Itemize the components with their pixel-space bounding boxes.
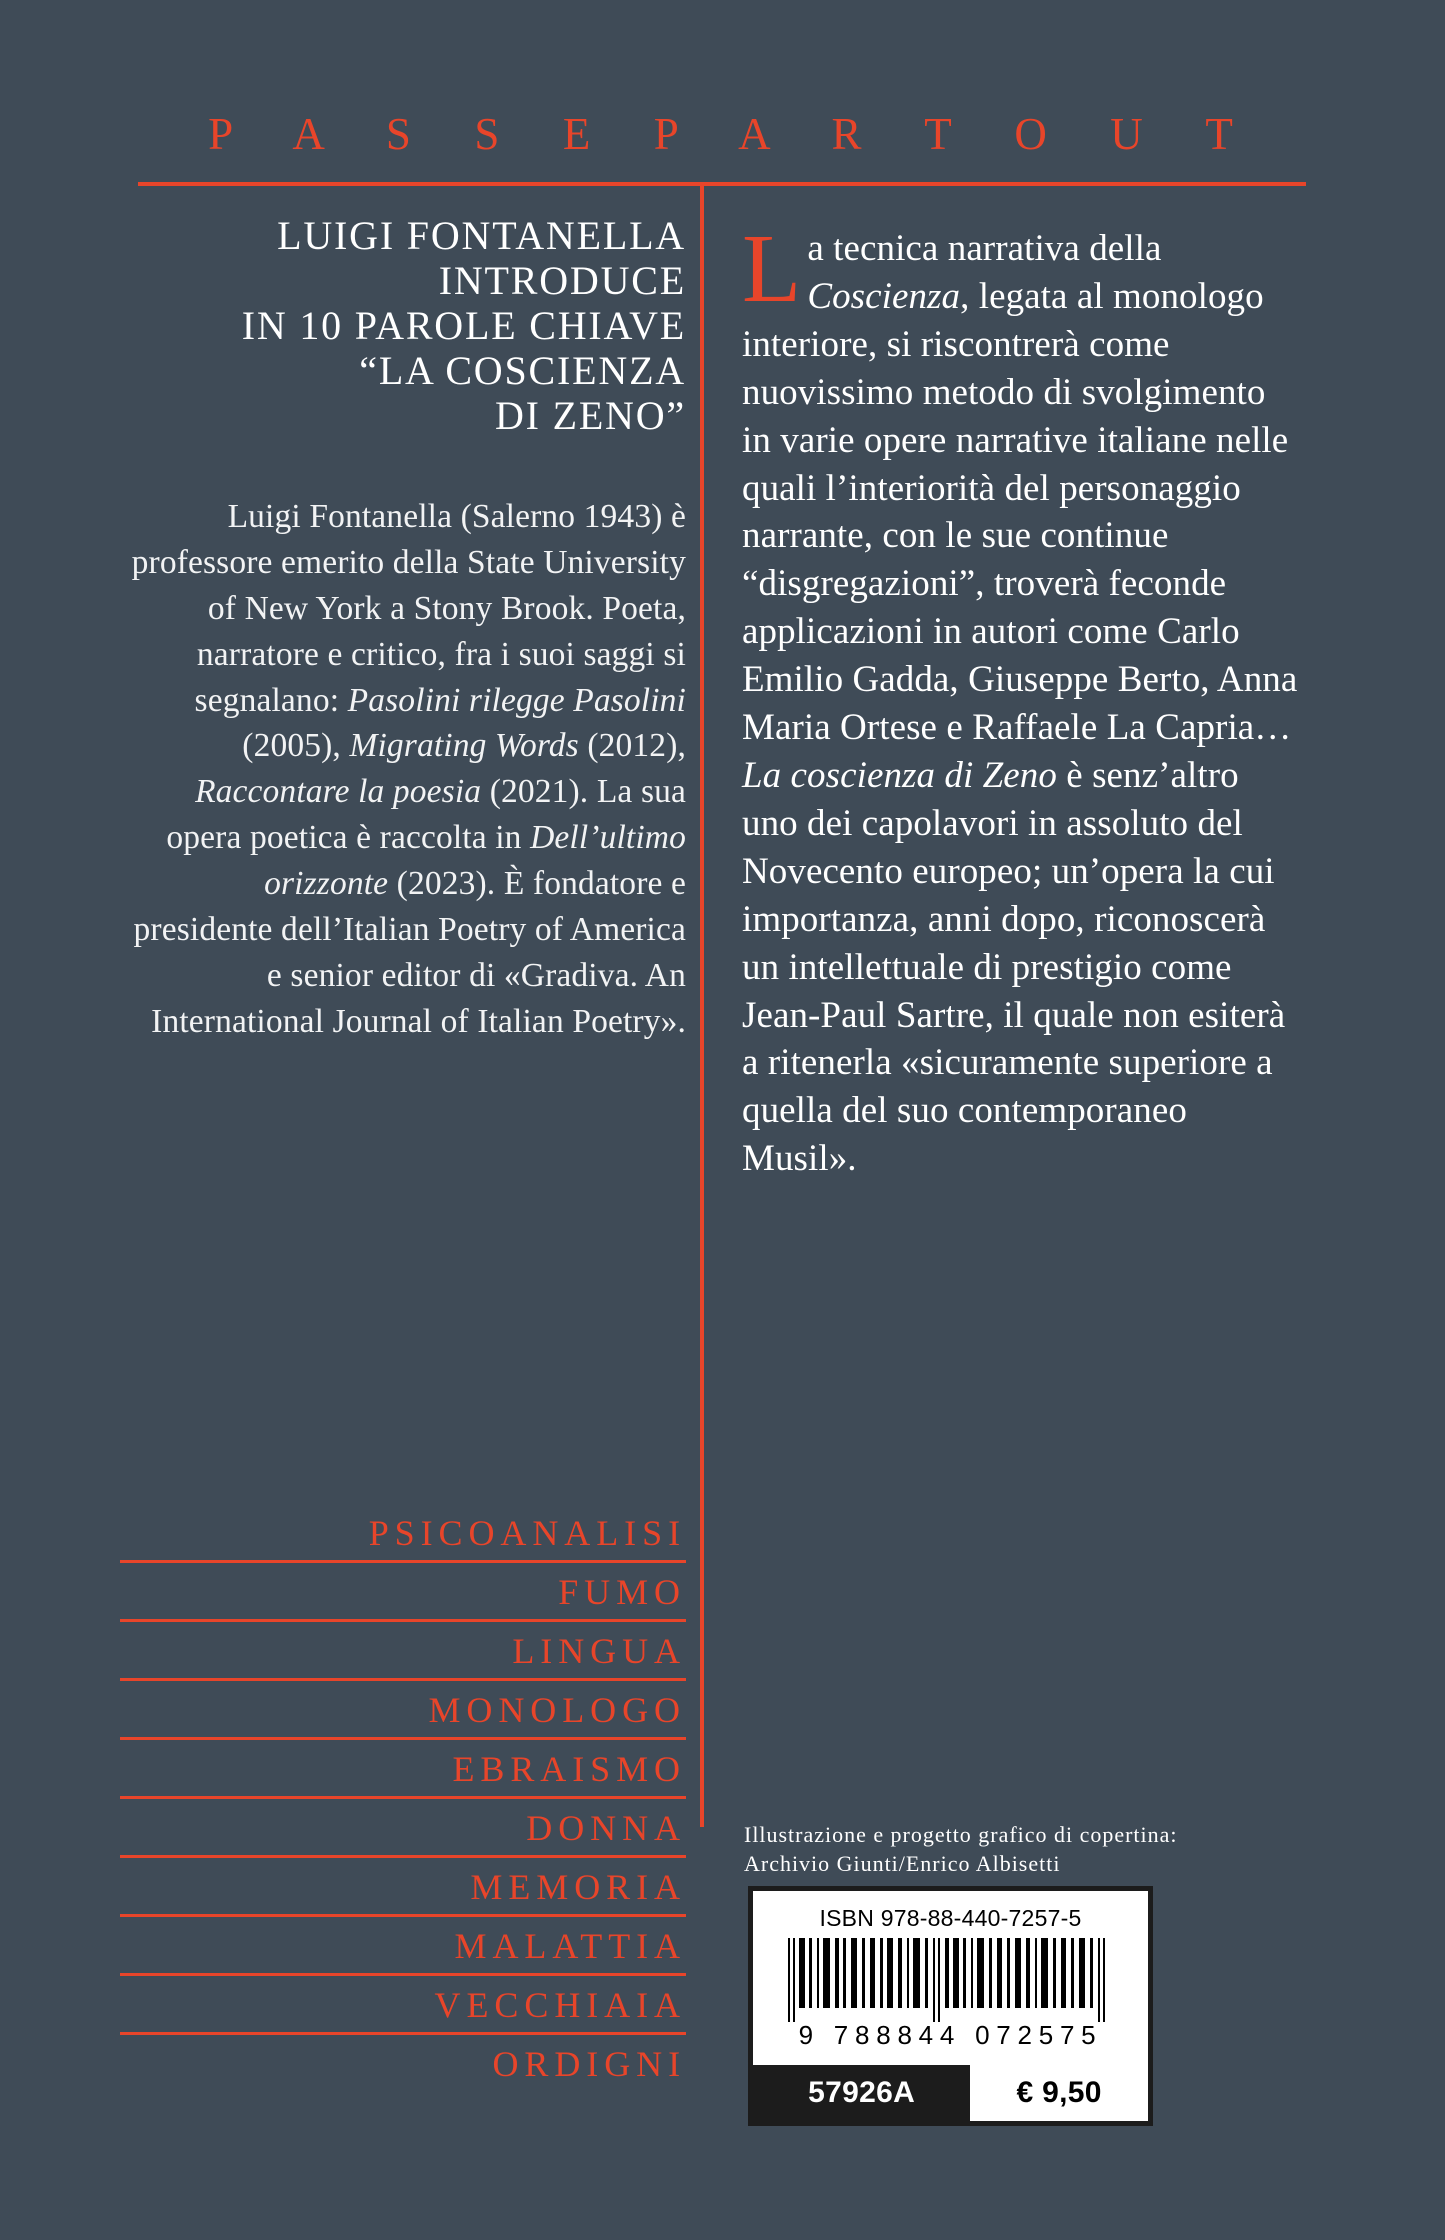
book-title-line: IN 10 PAROLE CHIAVE	[241, 303, 686, 348]
keyword-item[interactable]: PSICOANALISI	[120, 1515, 686, 1563]
drop-cap: L	[742, 215, 802, 322]
isbn-label: ISBN 978-88-440-7257-5	[819, 1905, 1082, 1931]
credits-line-1: Illustrazione e progetto grafico di copertina:	[744, 1822, 1178, 1847]
keyword-item[interactable]: ORDIGNI	[492, 2044, 686, 2084]
book-title	[120, 213, 686, 438]
keyword-item[interactable]: DONNA	[120, 1810, 686, 1858]
keyword-item[interactable]: MONOLOGO	[120, 1692, 686, 1740]
book-title-line: INTRODUCE	[438, 258, 686, 303]
book-title-line: LUIGI FONTANELLA	[277, 213, 686, 258]
series-name: P A S S E P A R T O U T	[208, 109, 1259, 159]
keyword-item[interactable]: FUMO	[120, 1574, 686, 1622]
left-column	[120, 213, 686, 1045]
keyword-item[interactable]: VECCHIAIA	[120, 1987, 686, 2035]
price-value: € 9,50	[970, 2065, 1148, 2121]
horizontal-divider	[138, 182, 1306, 186]
blurb-text: a tecnica narrativa della Coscienza, legata al monologo interiore, si riscontrerà come nuovissimo metodo di svolgimento in varie opere narrative italiane nelle quali l’interiorità del personaggio narrante, con le sue continue “disgregazioni”, troverà feconde applicazioni in autori come Carlo Emilio Gadda, Giuseppe Berto, Anna Maria Ortese e Raffaele La Capria… La coscienza di Zeno è senz’altro uno dei capolavori in assoluto del Novecento europeo; un’opera la cui importanza, anni dopo, riconoscerà un intellettuale di prestigio come Jean-Paul Sartre, il quale non esiterà a ritenerla «sicuramente superiore a quella del suo contemporaneo Musil».	[742, 228, 1298, 1180]
vertical-divider	[700, 182, 704, 1827]
barcode-bars-icon	[786, 1938, 1116, 2022]
keyword-item[interactable]: MALATTIA	[120, 1928, 686, 1976]
book-title-line: “LA COSCIENZA	[359, 348, 686, 393]
keyword-item[interactable]: MEMORIA	[120, 1869, 686, 1917]
price-row	[753, 2061, 1148, 2121]
sku-code: 57926A	[753, 2065, 970, 2121]
cover-credits	[744, 1820, 1304, 1879]
keyword-item[interactable]: EBRAISMO	[120, 1751, 686, 1799]
barcode-inner	[753, 1891, 1148, 2061]
author-biography: Luigi Fontanella (Salerno 1943) è professore emerito della State University of New York a Stony Brook. Poeta, narratore e critico, fra i suoi saggi si segnalano: Pasolini rilegge Pasolini (2005), Migrating Words (2012), Raccontare la poesia (2021). La sua opera poetica è raccolta in Dell’ultimo orizzonte (2023). È fondatore e presidente dell’Italian Poetry of America e senior editor di «Gradiva. An International Journal of Italian Poetry».	[131, 498, 686, 1040]
book-title-line: DI ZENO”	[494, 393, 686, 438]
ean-digits: 9 788844 072575	[798, 2020, 1103, 2050]
blurb-column	[742, 215, 1302, 1183]
barcode-block	[748, 1886, 1153, 2126]
credits-line-2: Archivio Giunti/Enrico Albisetti	[744, 1851, 1061, 1877]
keyword-item[interactable]: LINGUA	[120, 1633, 686, 1681]
keyword-list	[120, 1515, 686, 2091]
